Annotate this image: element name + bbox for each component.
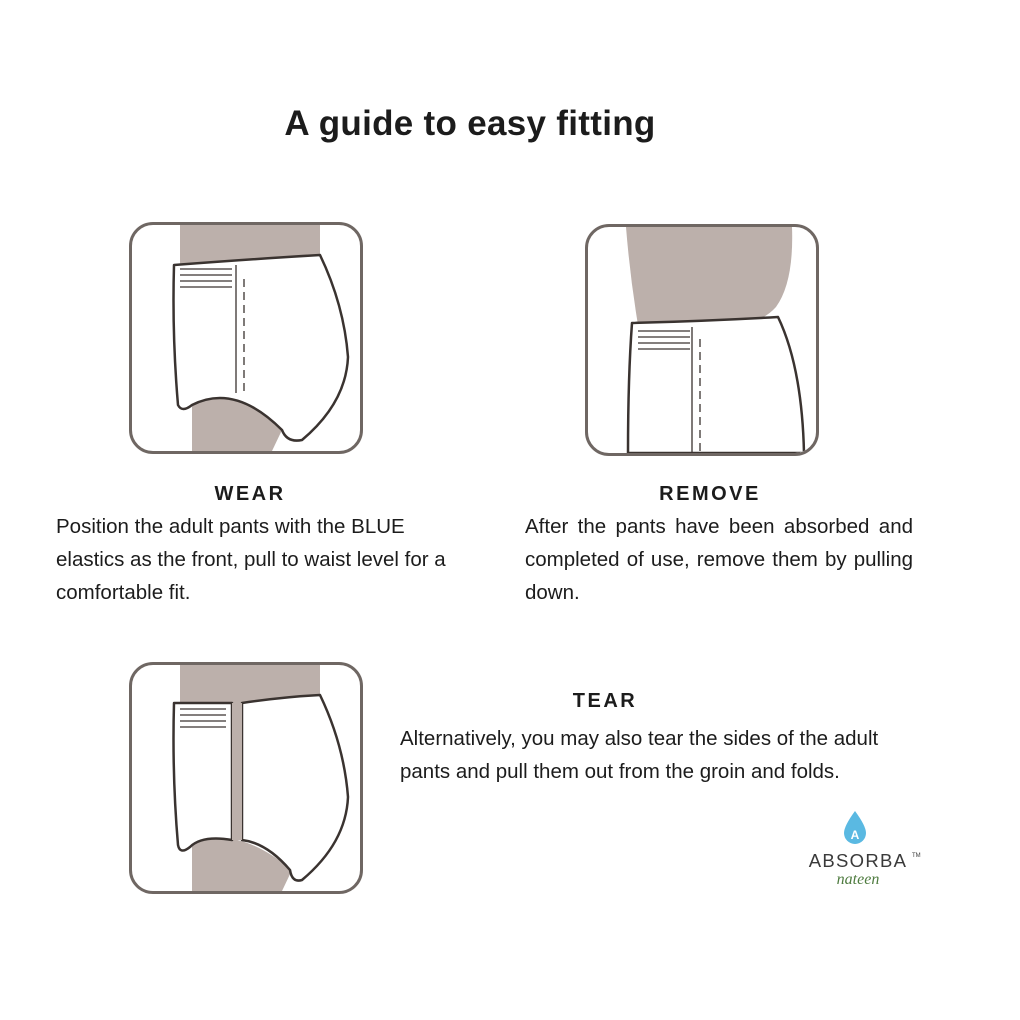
brand-name: ABSORBA [808,850,908,871]
wear-text: Position the adult pants with the BLUE elastics as the front, pull to waist level for a comfortable fit. [56,515,446,604]
wear-pants-drawing [132,225,360,451]
tear-illustration [129,662,363,894]
remove-title: REMOVE [659,483,761,505]
remove-illustration [585,224,819,456]
remove-text: After the pants have been absorbed and completed of use, remove them by pulling down. [525,515,913,604]
water-drop-icon [842,810,868,846]
tear-pants-drawing [132,665,360,891]
brand-trademark: TM [912,853,921,859]
wear-title: WEAR [214,483,286,505]
remove-pants-drawing [588,227,816,453]
tear-text: Alternatively, you may also tear the sides of the adult pants and pull them out from the groin and folds. [400,727,879,783]
page-title: A guide to easy fitting [284,104,656,143]
tear-title: TEAR [572,690,638,712]
brand-subname: nateen [836,871,880,888]
wear-illustration [129,222,363,454]
drop-letter: A [850,828,860,842]
absorba-logo [796,810,920,890]
